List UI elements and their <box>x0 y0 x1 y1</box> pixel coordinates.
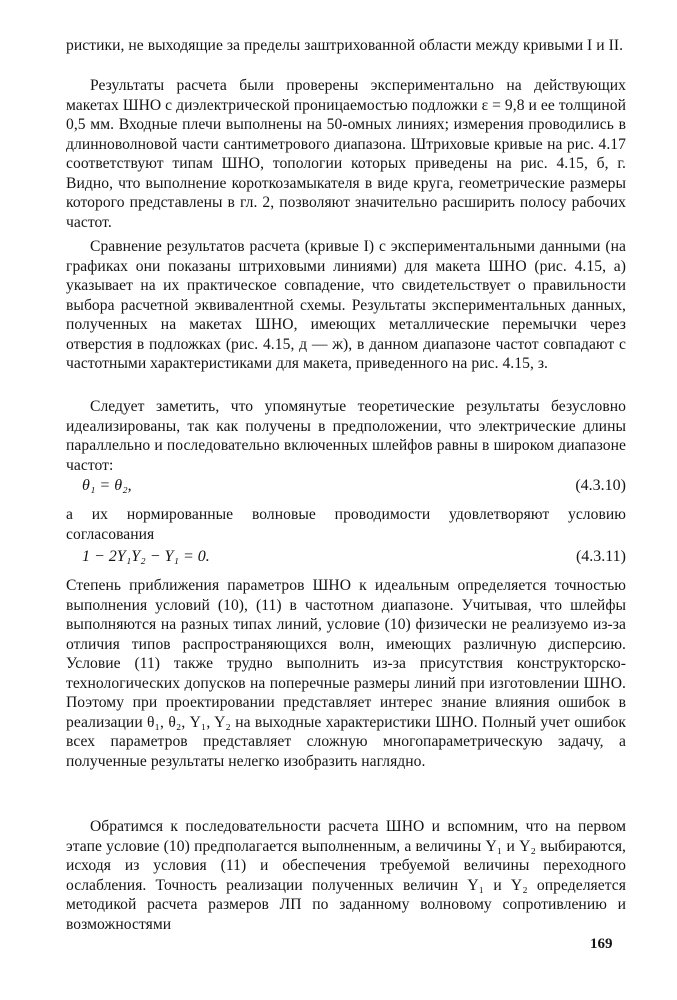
equation-4-3-10 <box>66 476 626 496</box>
page-number: 169 <box>590 936 613 952</box>
paragraph-calculation-sequence: Обратимся к последовательности расчета ШНО и вспомним, что на первом этапе условие (10) предполагается выполненным, а величины Y₁ и Y₂ выбираются, исходя из условия (11) и обеспечения требуемой величины переходного ослабления. Точность реализации полученных величин Y₁ и Y₂ определяется методикой расчета размеров ЛП по заданному волновому сопротивлению и возможностями <box>66 818 626 933</box>
paragraph-matching-condition: а их нормированные волновые проводимости удовлетворяют условию согласования <box>66 506 626 543</box>
equation-formula: 1 − 2Y₁Y₂ − Y₁ = 0. <box>82 548 210 565</box>
paragraph-continuation: ристики, не выходящие за пределы заштрихованной области между кривыми I и II. <box>66 37 624 54</box>
equation-number: (4.3.11) <box>575 548 626 565</box>
equation-formula: θ₁ = θ₂, <box>82 477 132 494</box>
paragraph-idealization-note: Следует заметить, что упомянутые теоретические результаты безусловно идеализированы, так как получены в предположении, что электрические длины параллельно и последовательно включенных шлейфов равны в широком диапазоне частот: <box>66 398 626 474</box>
paragraph-comparison-results: Сравнение результатов расчета (кривые I) с экспериментальными данными (на графиках они показаны штриховыми линиями) для макета ШНО (рис. 4.15, а) указывает на их практическое совпадение, что свидетельствует о правильности выбора расчетной эквивалентной схемы. Результаты экспериментальных данных, полученных на макетах ШНО, имеющих металлические перемычки через отверстия в подложках (рис. 4.15, д — ж), в данном диапазоне частот совпадают с частотными характеристиками для макета, приведенного на рис. 4.15, з. <box>66 238 626 373</box>
paragraph-experimental-verification: Результаты расчета были проверены экспериментально на действующих макетах ШНО с диэлектрической проницаемостью подложки ε = 9,8 и ее толщиной 0,5 мм. Входные плечи выполнены на 50-омных линиях; измерения проводились в длинноволновой части сантиметрового диапазона. Штриховые кривые на рис. 4.17 соответствуют типам ШНО, топологии которых приведены на рис. 4.15, б, г. Видно, что выполнение короткозамыкателя в виде круга, геометрические размеры которого представлены в гл. 2, позволяют значительно расширить полосу рабочих частот. <box>66 77 626 231</box>
equation-4-3-11 <box>66 547 626 567</box>
equation-number: (4.3.10) <box>575 477 626 494</box>
paragraph-approximation-degree: Степень приближения параметров ШНО к идеальным определяется точностью выполнения условий (10), (11) в частотном диапазоне. Учитывая, что шлейфы выполняются на разных типах линий, условие (10) физически не реализуемо из-за отличия типов распространяющихся волн, имеющих различную дисперсию. Условие (11) также трудно выполнить из-за присутствия конструкторско-технологических допусков на поперечные размеры линий при изготовлении ШНО. Поэтому при проектировании представляет интерес знание влияния ошибок в реализации θ₁, θ₂, Y₁, Y₂ на выходные характеристики ШНО. Полный учет ошибок всех параметров представляет сложную многопараметрическую задачу, а полученные результаты нелегко изобразить наглядно. <box>66 577 626 770</box>
